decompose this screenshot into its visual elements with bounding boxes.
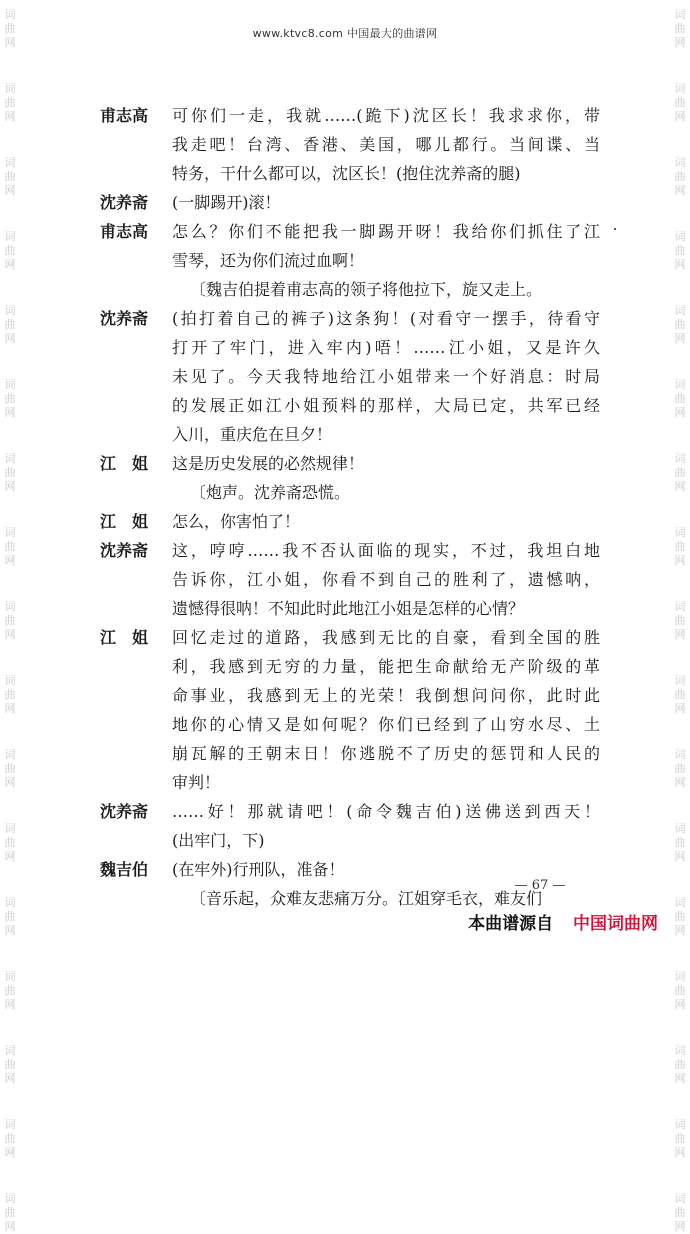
watermark-char: 网 — [4, 332, 16, 345]
watermark-char: 网 — [4, 924, 16, 937]
speaker-name: 魏吉伯 — [100, 860, 149, 879]
watermark-char: 曲 — [4, 96, 16, 109]
speaker-name: 沈养斋 — [100, 541, 149, 560]
dialogue-entry — [100, 449, 600, 478]
watermark-group — [5, 526, 16, 568]
dialogue-line: 我走吧！台湾、香港、美国，哪儿都行。当间谍、当 — [172, 135, 600, 154]
watermark-group — [5, 600, 16, 642]
dialogue-entry — [100, 304, 600, 449]
dialogue-text — [172, 217, 600, 275]
dialogue-line: 利，我感到无穷的力量，能把生命献给无产阶级的革 — [172, 657, 600, 676]
watermark-char: 曲 — [674, 244, 686, 257]
watermark-char: 曲 — [674, 984, 686, 997]
speaker-name: 江 姐 — [100, 454, 149, 473]
watermark-char: 网 — [674, 628, 686, 641]
watermark-char: 曲 — [4, 910, 16, 923]
watermark-char: 网 — [674, 1072, 686, 1085]
watermark-group — [5, 1118, 16, 1160]
watermark-char: 词 — [4, 1192, 16, 1205]
stage-direction: 〔魏吉伯提着甫志高的领子将他拉下，旋又走上。 — [190, 280, 543, 299]
watermark-char: 曲 — [674, 170, 686, 183]
watermark-char: 网 — [674, 332, 686, 345]
watermark-char: 网 — [674, 258, 686, 271]
dialogue-text — [172, 507, 600, 536]
dialogue-line: 雪琴，还为你们流过血啊！ — [172, 251, 365, 270]
watermark-group — [5, 1044, 16, 1086]
watermark-char: 曲 — [4, 1058, 16, 1071]
dialogue-text — [172, 536, 600, 623]
watermark-char: 曲 — [4, 466, 16, 479]
dialogue-line: ……好！那就请吧！(命令魏吉伯)送佛送到西天！ — [172, 802, 600, 821]
watermark-char: 词 — [4, 452, 16, 465]
left-watermark-column — [2, 0, 18, 1233]
watermark-char: 网 — [4, 554, 16, 567]
watermark-char: 曲 — [674, 762, 686, 775]
watermark-char: 词 — [4, 526, 16, 539]
watermark-group — [5, 896, 16, 938]
watermark-char: 曲 — [674, 392, 686, 405]
watermark-char: 曲 — [4, 540, 16, 553]
watermark-group — [675, 1192, 686, 1234]
watermark-group — [675, 304, 686, 346]
watermark-char: 词 — [4, 156, 16, 169]
watermark-char: 词 — [4, 1118, 16, 1131]
watermark-char: 词 — [674, 600, 686, 613]
dialogue-line: (出牢门，下) — [172, 831, 265, 850]
dialogue-line: 这是历史发展的必然规律！ — [172, 454, 365, 473]
watermark-char: 网 — [4, 480, 16, 493]
watermark-group — [675, 230, 686, 272]
watermark-char: 曲 — [674, 1132, 686, 1145]
watermark-char: 曲 — [4, 614, 16, 627]
dialogue-line: 打开了牢门，进入牢内)唔！……江小姐，又是许久 — [172, 338, 600, 357]
watermark-char: 词 — [674, 526, 686, 539]
watermark-char: 曲 — [4, 1132, 16, 1145]
watermark-group — [5, 304, 16, 346]
watermark-char: 词 — [674, 674, 686, 687]
watermark-char: 网 — [674, 554, 686, 567]
watermark-char: 网 — [4, 776, 16, 789]
dialogue-text — [172, 188, 600, 217]
watermark-group — [675, 452, 686, 494]
watermark-char: 网 — [4, 258, 16, 271]
dialogue-line: (拍打着自己的裤子)这条狗！(对看守一摆手，待看守 — [172, 309, 600, 328]
dialogue-entry — [100, 536, 600, 623]
watermark-group — [675, 378, 686, 420]
speaker-name: 沈养斋 — [100, 802, 149, 821]
script-body — [100, 101, 600, 913]
watermark-char: 网 — [4, 184, 16, 197]
watermark-char: 词 — [674, 1118, 686, 1131]
watermark-char: 网 — [4, 1146, 16, 1159]
speaker-name: 甫志高 — [100, 106, 149, 125]
dialogue-text — [172, 101, 600, 188]
dialogue-line: 入川，重庆危在旦夕！ — [172, 425, 333, 444]
watermark-char: 网 — [4, 110, 16, 123]
watermark-char: 网 — [4, 1072, 16, 1085]
speaker-name: 江 姐 — [100, 628, 149, 647]
dialogue-line: 地你的心情又是如何呢？你们已经到了山穷水尽、土 — [172, 715, 600, 734]
watermark-group — [5, 674, 16, 716]
watermark-char: 网 — [674, 924, 686, 937]
watermark-char: 曲 — [674, 1206, 686, 1219]
watermark-char: 曲 — [674, 318, 686, 331]
watermark-char: 词 — [674, 1044, 686, 1057]
footer-source-label: 本曲谱源自 — [468, 914, 554, 934]
watermark-char: 词 — [674, 970, 686, 983]
watermark-char: 词 — [4, 82, 16, 95]
watermark-group — [5, 378, 16, 420]
watermark-group — [675, 156, 686, 198]
watermark-char: 网 — [674, 850, 686, 863]
dialogue-entry — [100, 101, 600, 188]
watermark-char: 曲 — [674, 910, 686, 923]
watermark-char: 曲 — [4, 688, 16, 701]
footer-credit — [468, 909, 658, 934]
watermark-group — [675, 82, 686, 124]
dialogue-entry — [100, 623, 600, 797]
dialogue-entry — [100, 217, 600, 275]
watermark-char: 词 — [4, 600, 16, 613]
watermark-char: 网 — [4, 628, 16, 641]
watermark-group — [675, 1044, 686, 1086]
dialogue-entry — [100, 797, 600, 855]
watermark-char: 词 — [4, 896, 16, 909]
dialogue-line: 特务，干什么都可以，沈区长！(抱住沈养斋的腿) — [172, 164, 521, 183]
watermark-char: 词 — [674, 896, 686, 909]
watermark-char: 词 — [674, 748, 686, 761]
watermark-char: 网 — [674, 480, 686, 493]
watermark-char: 网 — [4, 998, 16, 1011]
watermark-group — [5, 970, 16, 1012]
watermark-char: 网 — [4, 850, 16, 863]
watermark-char: 曲 — [4, 244, 16, 257]
watermark-group — [675, 674, 686, 716]
dialogue-text — [172, 797, 600, 855]
watermark-char: 曲 — [4, 836, 16, 849]
watermark-char: 曲 — [4, 170, 16, 183]
watermark-char: 词 — [674, 82, 686, 95]
dialogue-line: 命事业，我感到无上的光荣！我倒想问问你，此时此 — [172, 686, 600, 705]
dialogue-line: 怎么？你们不能把我一脚踢开呀！我给你们抓住了江 — [172, 222, 600, 241]
watermark-char: 曲 — [4, 392, 16, 405]
footer-site-name[interactable]: 中国词曲网 — [573, 914, 658, 934]
watermark-group — [675, 600, 686, 642]
watermark-char: 网 — [4, 702, 16, 715]
watermark-char: 词 — [4, 674, 16, 687]
dialogue-line: 可你们一走，我就……(跪下)沈区长！我求求你，带 — [172, 106, 600, 125]
watermark-char: 词 — [4, 230, 16, 243]
watermark-char: 网 — [674, 406, 686, 419]
speaker-name: 江 姐 — [100, 512, 149, 531]
dialogue-text — [172, 623, 600, 797]
watermark-char: 词 — [4, 1044, 16, 1057]
watermark-char: 词 — [674, 156, 686, 169]
watermark-char: 词 — [4, 822, 16, 835]
watermark-char: 曲 — [674, 466, 686, 479]
watermark-char: 网 — [4, 406, 16, 419]
watermark-char: 网 — [674, 998, 686, 1011]
watermark-group — [5, 822, 16, 864]
watermark-char: 词 — [674, 230, 686, 243]
dialogue-line: 怎么，你害怕了！ — [172, 512, 301, 531]
stage-direction: 〔音乐起，众难友悲痛万分。江姐穿毛衣，难友们 — [190, 889, 543, 908]
watermark-group — [5, 230, 16, 272]
speaker-name: 沈养斋 — [100, 193, 149, 212]
watermark-char: 曲 — [674, 540, 686, 553]
dialogue-text — [172, 304, 600, 449]
watermark-char: 曲 — [4, 984, 16, 997]
dialogue-line: 审判！ — [172, 773, 221, 792]
watermark-char: 词 — [4, 304, 16, 317]
watermark-char: 词 — [4, 8, 16, 21]
watermark-char: 网 — [674, 702, 686, 715]
watermark-char: 曲 — [674, 22, 686, 35]
watermark-group — [5, 1192, 16, 1234]
watermark-char: 网 — [4, 1220, 16, 1233]
watermark-char: 词 — [674, 822, 686, 835]
watermark-group — [5, 82, 16, 124]
watermark-group — [675, 526, 686, 568]
watermark-char: 词 — [674, 304, 686, 317]
watermark-group — [675, 822, 686, 864]
dialogue-text — [172, 449, 600, 478]
page-number: — 67 — — [514, 878, 566, 893]
watermark-char: 网 — [674, 36, 686, 49]
dialogue-entry — [100, 188, 600, 217]
dialogue-entry — [100, 507, 600, 536]
watermark-char: 词 — [4, 970, 16, 983]
right-watermark-column — [672, 0, 688, 1233]
watermark-char: 词 — [674, 8, 686, 21]
dialogue-line: 回忆走过的道路，我感到无比的自豪，看到全国的胜 — [172, 628, 600, 647]
watermark-char: 词 — [674, 452, 686, 465]
watermark-char: 网 — [674, 184, 686, 197]
dialogue-line: 的发展正如江小姐预料的那样，大局已定，共军已经 — [172, 396, 600, 415]
stray-mark — [614, 228, 616, 230]
watermark-char: 网 — [4, 36, 16, 49]
dialogue-line: 崩瓦解的王朝末日！你逃脱不了历史的惩罚和人民的 — [172, 744, 600, 763]
watermark-char: 网 — [674, 110, 686, 123]
watermark-group — [5, 156, 16, 198]
page-header: www.ktvc8.com 中国最大的曲谱网 — [252, 27, 438, 40]
stage-direction: 〔炮声。沈养斋恐慌。 — [190, 483, 351, 502]
dialogue-line: 这，哼哼……我不否认面临的现实，不过，我坦白地 — [172, 541, 600, 560]
watermark-char: 网 — [674, 776, 686, 789]
watermark-char: 曲 — [674, 614, 686, 627]
watermark-char: 曲 — [674, 688, 686, 701]
watermark-char: 曲 — [674, 96, 686, 109]
watermark-char: 网 — [674, 1220, 686, 1233]
watermark-char: 曲 — [674, 1058, 686, 1071]
dialogue-line: (一脚踢开)滚！ — [172, 193, 281, 212]
watermark-group — [675, 896, 686, 938]
speaker-name: 沈养斋 — [100, 309, 149, 328]
watermark-group — [675, 748, 686, 790]
watermark-group — [5, 748, 16, 790]
watermark-char: 词 — [4, 748, 16, 761]
dialogue-line: 告诉你，江小姐，你看不到自己的胜利了，遗憾呐， — [172, 570, 600, 589]
dialogue-line: 遗憾得很呐！不知此时此地江小姐是怎样的心情？ — [172, 599, 525, 618]
watermark-char: 词 — [674, 1192, 686, 1205]
dialogue-line: 未见了。今天我特地给江小姐带来一个好消息：时局 — [172, 367, 600, 386]
watermark-char: 曲 — [4, 762, 16, 775]
watermark-char: 曲 — [4, 22, 16, 35]
watermark-char: 曲 — [4, 318, 16, 331]
watermark-char: 词 — [4, 378, 16, 391]
watermark-group — [675, 970, 686, 1012]
watermark-group — [5, 452, 16, 494]
dialogue-line: (在牢外)行刑队，准备！ — [172, 860, 345, 879]
speaker-name: 甫志高 — [100, 222, 149, 241]
watermark-char: 网 — [674, 1146, 686, 1159]
watermark-char: 词 — [674, 378, 686, 391]
watermark-group — [675, 1118, 686, 1160]
watermark-char: 曲 — [674, 836, 686, 849]
watermark-char: 曲 — [4, 1206, 16, 1219]
